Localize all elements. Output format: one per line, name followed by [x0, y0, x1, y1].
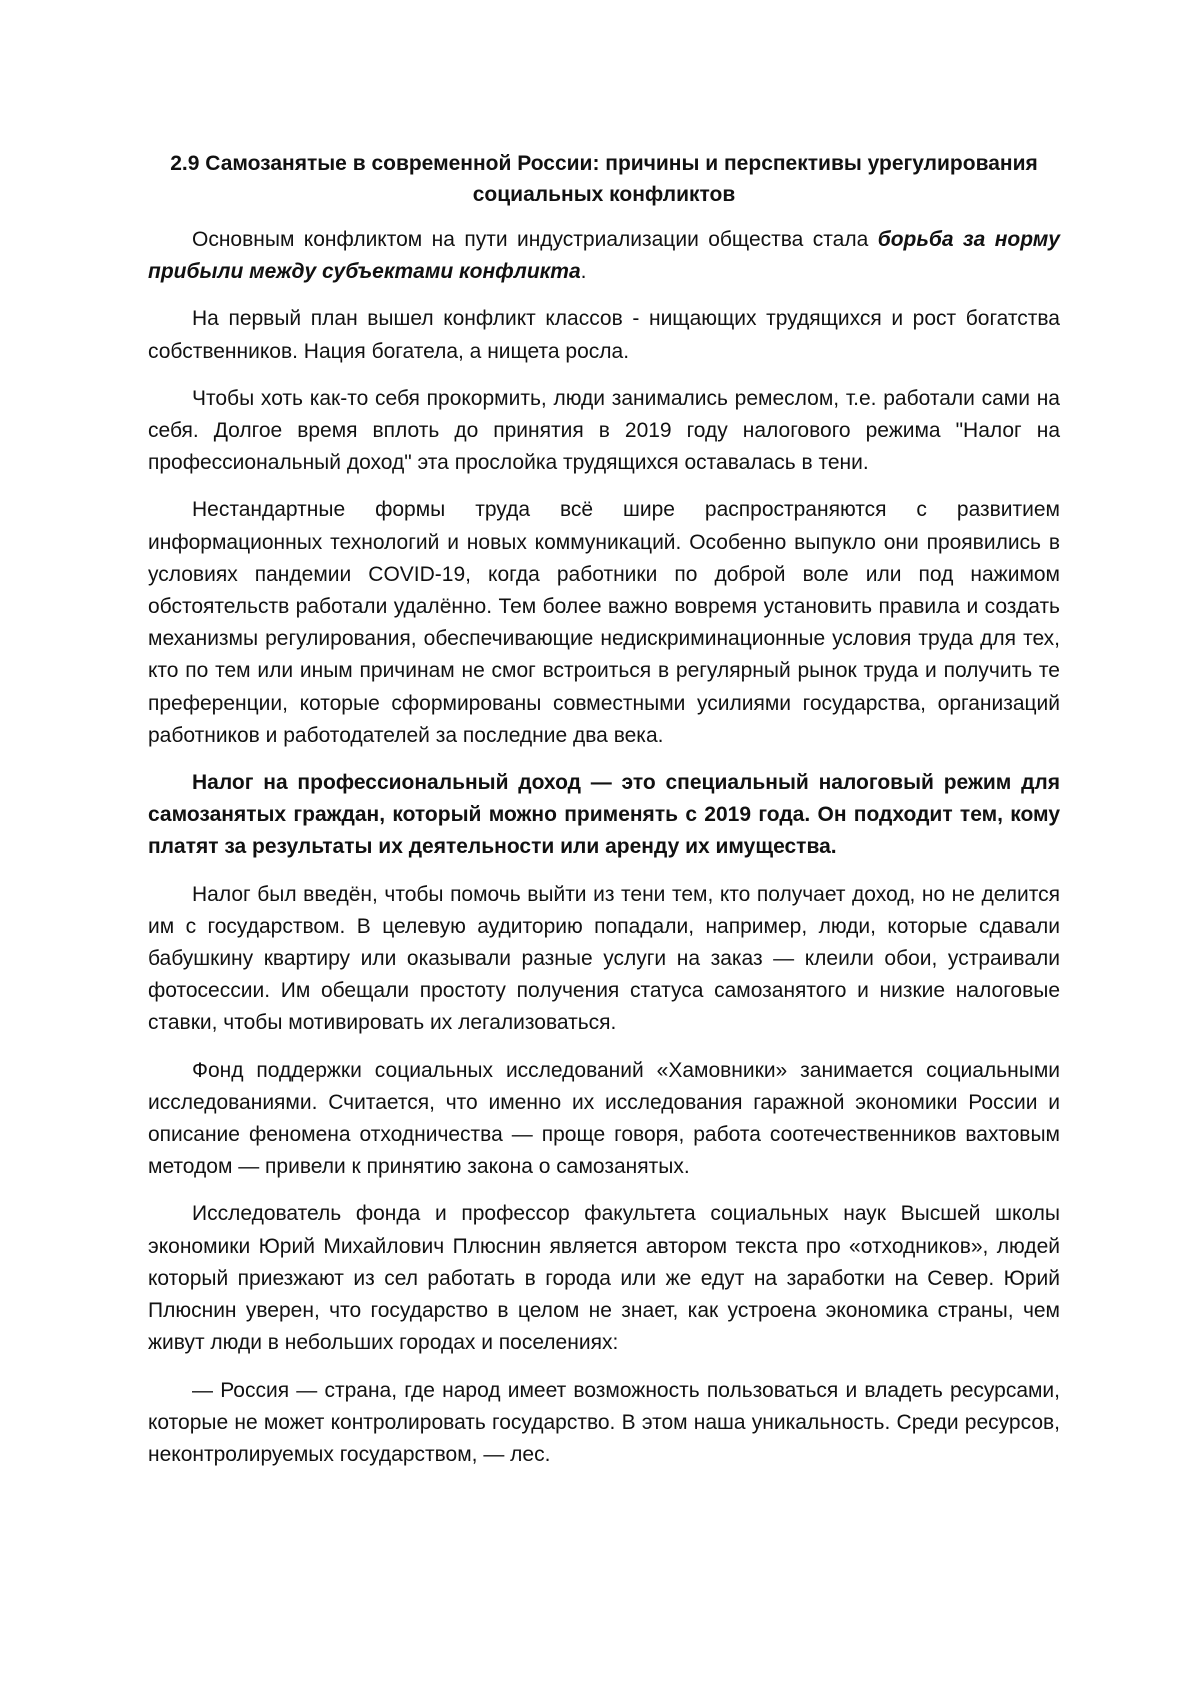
paragraph-1-emphasis: борьба за норму прибыли между субъектами конфликта — [148, 228, 1060, 284]
paragraph-1 — [148, 224, 1060, 288]
title-line-2: социальных конфликтов — [472, 183, 736, 206]
paragraph-1-text: Основным конфликтом на пути индустриализации общества стала — [192, 228, 878, 251]
paragraph-9-quote: — Россия — страна, где народ имеет возможность пользоваться и владеть ресурсами, которые не может контролировать государство. В этом наша уникальность. Среди ресурсов, неконтролируемых государством, — лес. — [148, 1378, 1060, 1466]
paragraph-3: Чтобы хоть как-то себя прокормить, люди занимались ремеслом, т.е. работали сами на себя. Долгое время вплоть до принятия в 2019 году налогового режима "Налог на профессиональный доход" эта прослойка трудящихся оставалась в тени. — [148, 386, 1060, 475]
paragraph-7: Фонд поддержки социальных исследований «Хамовники» занимается социальными исследованиями. Считается, что именно их исследования гаражной экономики России и описание феномена отходничества — проще говоря, работа соотечественников вахтовым методом — привели к принятию закона о самозанятых. — [148, 1058, 1060, 1179]
paragraph-2: На первый план вышел конфликт классов - нищающих трудящихся и рост богатства собственников. Нация богатела, а нищета росла. — [148, 307, 1060, 363]
paragraph-4: Нестандартные формы труда всё шире распространяются с развитием информационных технологий и новых коммуникаций. Особенно выпукло они проявились в условиях пандемии COVID-19, когда работники по доброй воле или под нажимом обстоятельств работали удалённо. Тем более важно вовремя установить правила и создать механизмы регулирования, обеспечивающие недискриминационные условия труда для тех, кто по тем или иным причинам не смог встроиться в регулярный рынок труда и получить те преференции, которые сформированы совместными усилиями государства, организаций работников и работодателей за последние два века. — [148, 498, 1060, 747]
paragraph-1-end: . — [580, 260, 587, 284]
paragraph-5-bold: Налог на профессиональный доход — это специальный налоговый режим для самозанятых граждан, который можно применять с 2019 года. Он подходит тем, кому платят за результаты их деятельности или аренду их имущества. — [148, 771, 1060, 859]
paragraph-8: Исследователь фонда и профессор факультета социальных наук Высшей школы экономики Юрий Михайлович Плюснин является автором текста про «отходников», людей который приезжают из сел работать в города или же едут на заработки на Север. Юрий Плюснин уверен, что государство в целом не знает, как устроена экономика страны, чем живут люди в небольших городах и поселениях: — [148, 1202, 1060, 1355]
title-line-1: 2.9 Самозанятые в современной России: причины и перспективы урегулирования — [170, 152, 1038, 175]
document-body — [148, 148, 1060, 1486]
section-title — [148, 148, 1060, 210]
paragraph-6: Налог был введён, чтобы помочь выйти из тени тем, кто получает доход, но не делится им с государством. В целевую аудиторию попадали, например, люди, которые сдавали бабушкину квартиру или оказывали разные услуги на заказ — клеили обои, устраивали фотосессии. Им обещали простоту получения статуса самозанятого и низкие налоговые ставки, чтобы мотивировать их легализоваться. — [148, 882, 1060, 1035]
